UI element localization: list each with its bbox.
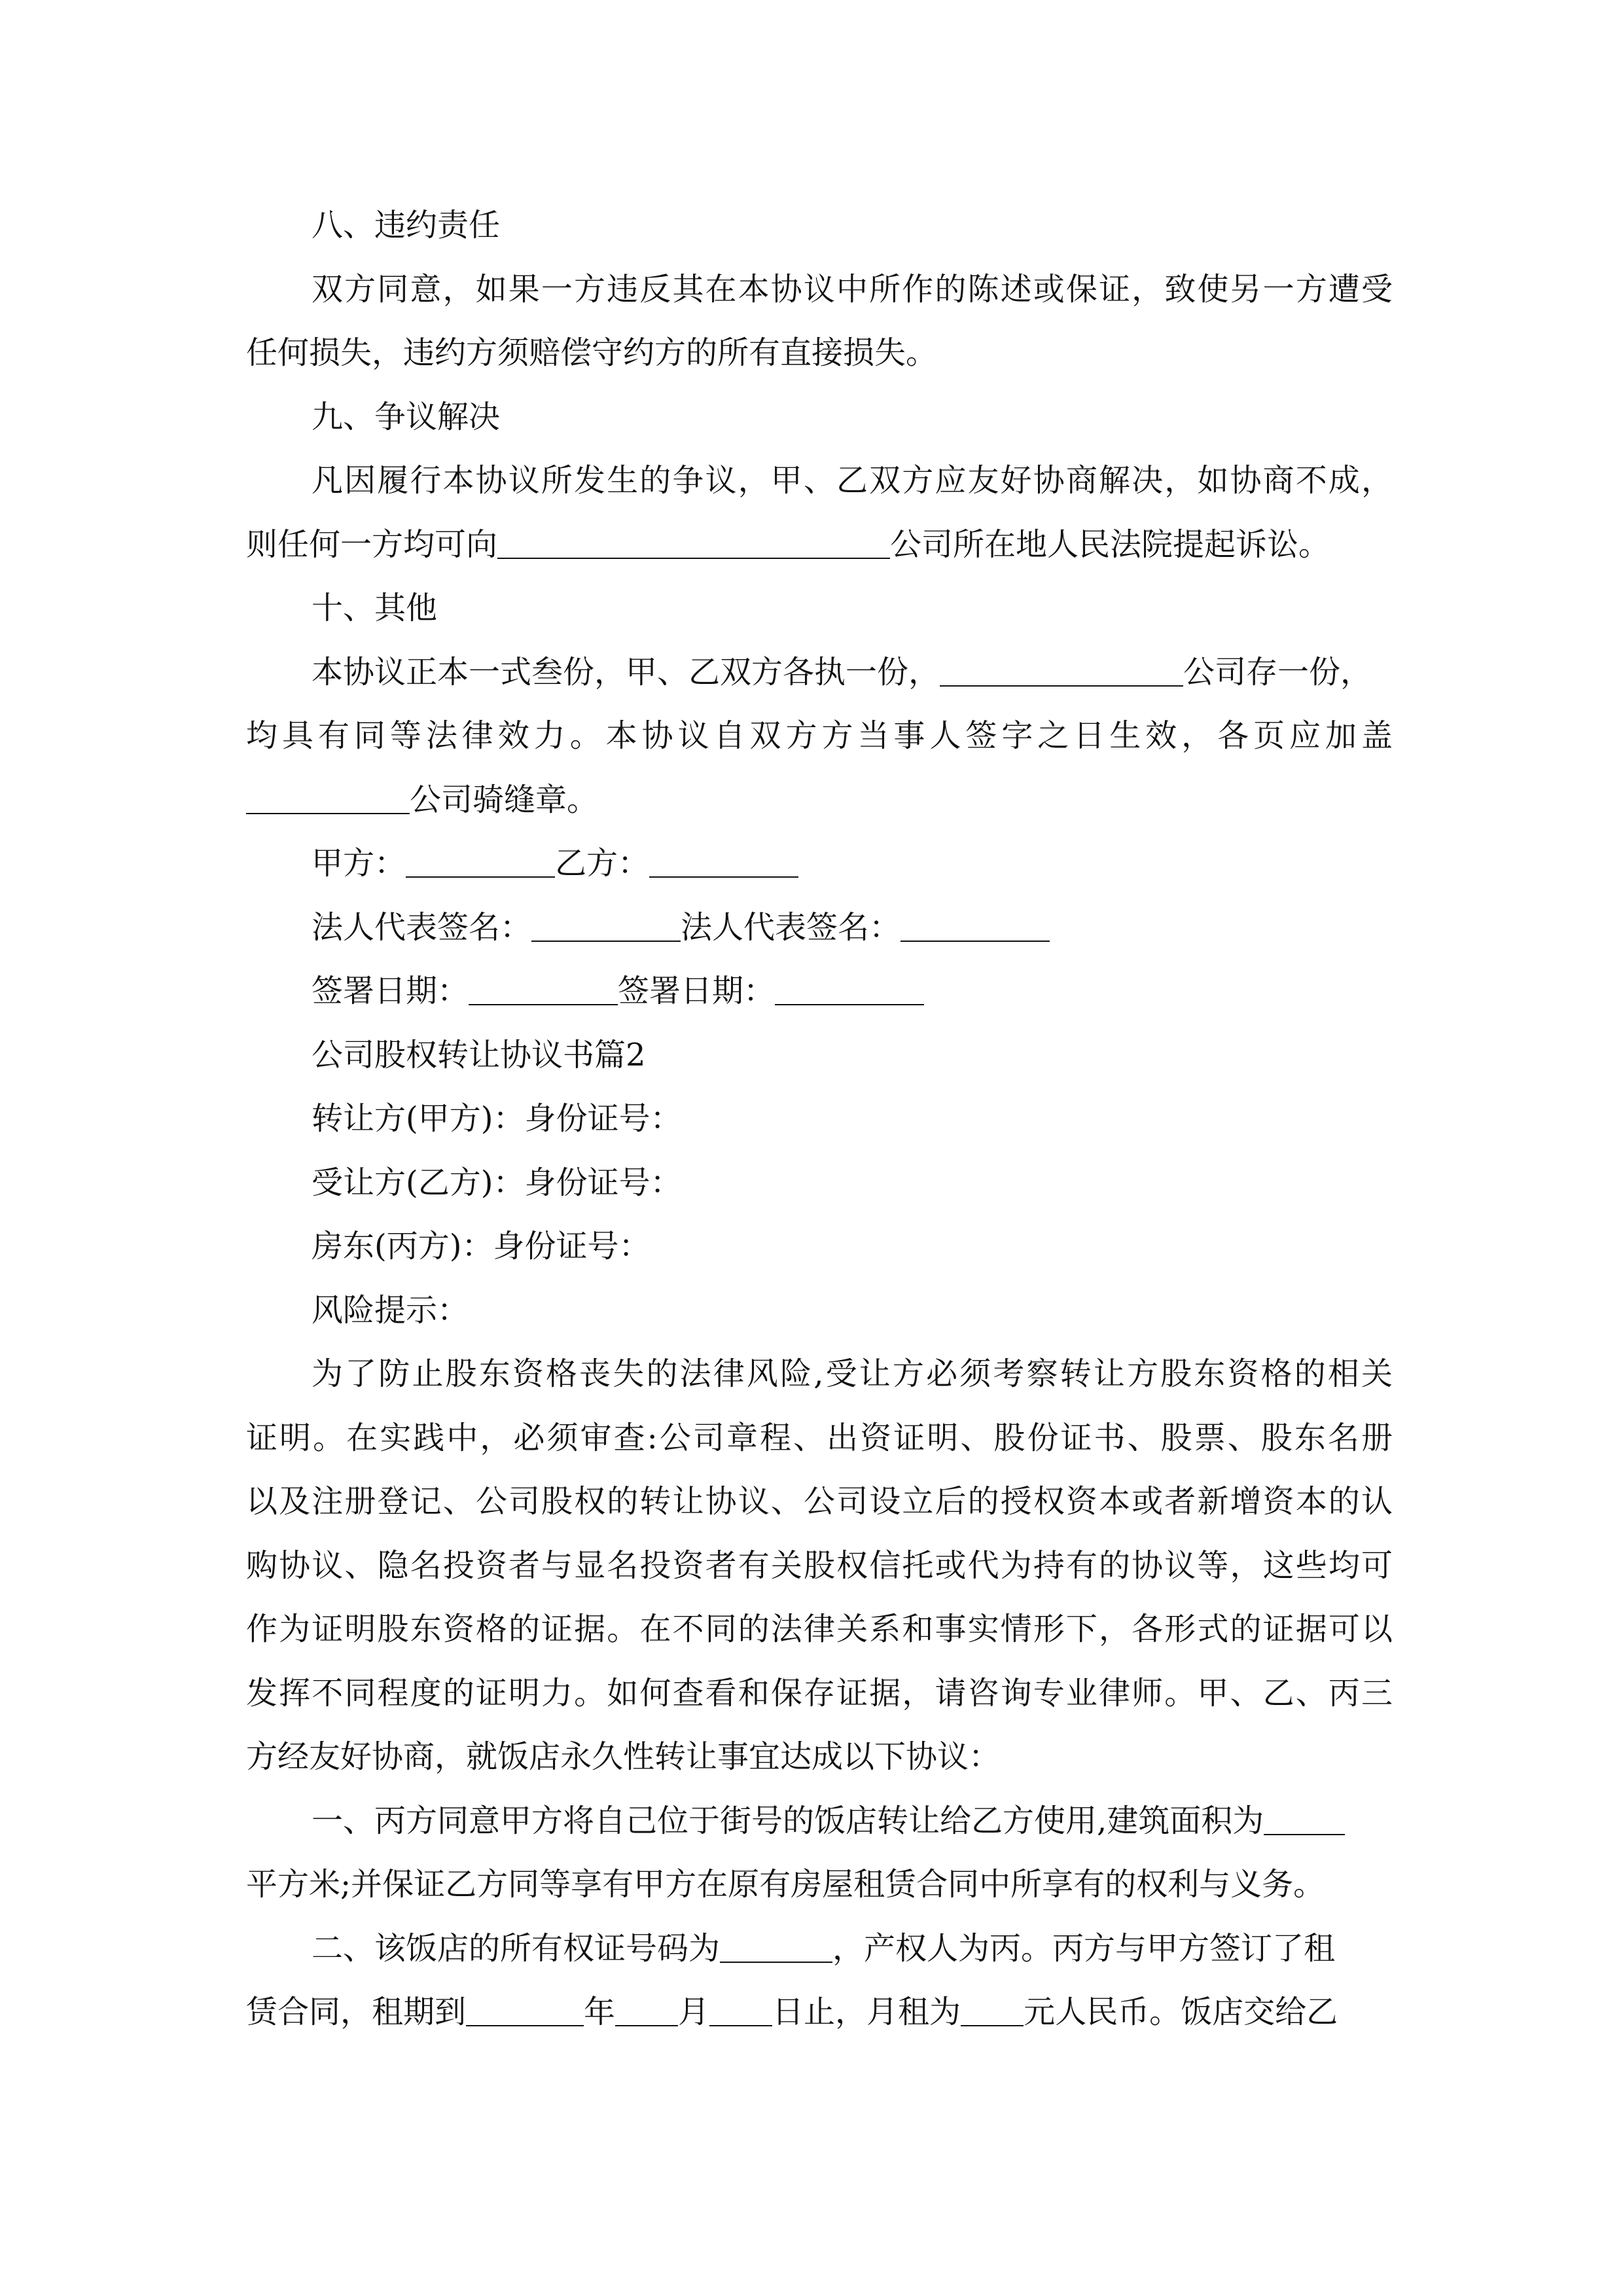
- paragraph-text: 平方米;并保证乙方同等享有甲方在原有房屋租赁合同中所享有的权利与义务。: [246, 1866, 1325, 1903]
- signature-label: 甲方：: [312, 845, 406, 882]
- section-heading-other: [246, 577, 1393, 641]
- clause-1-line: [246, 1853, 1393, 1917]
- party-text: 受让方(乙方)：身份证号：: [312, 1164, 682, 1201]
- fill-in-blank: [901, 906, 1050, 942]
- clause-2-line: [246, 1917, 1393, 1981]
- signature-label: 乙方：: [555, 845, 650, 882]
- paragraph-line: [246, 449, 1393, 513]
- paragraph-text: ，产权人为丙。丙方与甲方签订了租: [832, 1929, 1336, 1967]
- fill-in-blank: [531, 906, 681, 942]
- document-body: [246, 194, 1393, 2045]
- party-transferor-line: [246, 1087, 1393, 1151]
- paragraph-text: 赁合同，租期到: [246, 1994, 467, 2030]
- paragraph-line: [246, 641, 1393, 705]
- paragraph-line: [246, 321, 1393, 386]
- heading-text: 八、违约责任: [312, 207, 501, 243]
- paragraph-line: [246, 1534, 1393, 1598]
- title-text: 公司股权转让协议书篇2: [312, 1036, 646, 1073]
- signature-representative-line: [246, 896, 1393, 960]
- paragraph-text: 购协议、隐名投资者与显名投资者有关股权信托或代为持有的协议等，这些均可: [246, 1547, 1393, 1584]
- fill-in-blank: [497, 524, 890, 559]
- paragraph-text: 公司骑缝章。: [410, 781, 599, 818]
- heading-text: 十、其他: [312, 590, 438, 626]
- section-heading-breach: [246, 194, 1393, 258]
- paragraph-text: 公司存一份，: [1183, 653, 1372, 691]
- clause-2-line: [246, 1981, 1393, 2045]
- paragraph-text: 年: [584, 1994, 616, 2030]
- agreement-title-2: [246, 1024, 1393, 1088]
- paragraph-line: [246, 513, 1393, 577]
- party-transferee-line: [246, 1151, 1393, 1215]
- paragraph-text: 作为证明股东资格的证据。在不同的法律关系和事实情形下，各形式的证据可以: [246, 1611, 1393, 1647]
- paragraph-text: 一、丙方同意甲方将自己位于街号的饭店转让给乙方使用,建筑面积为: [312, 1802, 1264, 1839]
- fill-in-blank: [246, 779, 410, 814]
- paragraph-line: [246, 1342, 1393, 1407]
- heading-text: 风险提示：: [312, 1291, 469, 1329]
- fill-in-blank: [1264, 1800, 1345, 1835]
- signature-label: 法人代表签名：: [312, 908, 532, 946]
- paragraph-line: [246, 258, 1393, 322]
- fill-in-blank: [615, 1991, 678, 2026]
- clause-1-line: [246, 1789, 1393, 1854]
- paragraph-line: [246, 704, 1393, 768]
- party-text: 房东(丙方)：身份证号：: [312, 1228, 651, 1265]
- party-text: 转让方(甲方)：身份证号：: [312, 1100, 682, 1137]
- fill-in-blank: [469, 970, 618, 1005]
- party-landlord-line: [246, 1215, 1393, 1279]
- paragraph-text: 则任何一方均可向: [246, 526, 498, 563]
- heading-text: 九、争议解决: [312, 398, 501, 435]
- fill-in-blank: [720, 1928, 832, 1963]
- fill-in-blank: [406, 842, 555, 878]
- signature-label: 签署日期：: [312, 973, 469, 1009]
- paragraph-text: 二、该饭店的所有权证号码为: [312, 1929, 721, 1967]
- paragraph-text: 证明。在实践中，必须审查:公司章程、出资证明、股份证书、股票、股东名册: [246, 1419, 1393, 1456]
- paragraph-text: 日止，月租为: [772, 1994, 961, 2030]
- paragraph-line: [246, 1725, 1393, 1789]
- paragraph-text: 方经友好协商，就饭店永久性转让事宜达成以下协议：: [246, 1738, 1001, 1775]
- fill-in-blank: [775, 970, 924, 1005]
- paragraph-text: 公司所在地人民法院提起诉讼。: [890, 526, 1330, 563]
- paragraph-line: [246, 1407, 1393, 1471]
- fill-in-blank: [940, 651, 1183, 687]
- paragraph-text: 为了防止股东资格丧失的法律风险,受让方必须考察转让方股东资格的相关: [312, 1355, 1393, 1392]
- paragraph-text: 均具有同等法律效力。本协议自双方方当事人签字之日生效，各页应加盖: [246, 717, 1393, 754]
- paragraph-text: 任何损失，违约方须赔偿守约方的所有直接损失。: [246, 334, 938, 371]
- paragraph-text: 月: [678, 1994, 710, 2030]
- paragraph-text: 发挥不同程度的证明力。如何查看和保存证据，请咨询专业律师。甲、乙、丙三: [246, 1674, 1393, 1712]
- signature-date-line: [246, 960, 1393, 1024]
- risk-heading: [246, 1279, 1393, 1343]
- paragraph-text: 本协议正本一式叁份，甲、乙双方各执一份，: [312, 653, 940, 691]
- signature-parties-line: [246, 832, 1393, 896]
- paragraph-line: [246, 1470, 1393, 1534]
- paragraph-line: [246, 1662, 1393, 1726]
- fill-in-blank: [961, 1991, 1024, 2026]
- signature-label: 法人代表签名：: [681, 908, 901, 946]
- signature-label: 签署日期：: [618, 973, 776, 1009]
- paragraph-line: [246, 1598, 1393, 1662]
- fill-in-blank: [466, 1991, 584, 2026]
- paragraph-line: [246, 768, 1393, 833]
- paragraph-text: 元人民币。饭店交给乙: [1024, 1994, 1338, 2030]
- fill-in-blank: [649, 842, 798, 878]
- section-heading-dispute: [246, 386, 1393, 450]
- paragraph-text: 双方同意，如果一方违反其在本协议中所作的陈述或保证，致使另一方遭受: [312, 270, 1393, 308]
- fill-in-blank: [709, 1991, 772, 2026]
- paragraph-text: 凡因履行本协议所发生的争议，甲、乙双方应友好协商解决，如协商不成，: [312, 462, 1393, 499]
- paragraph-text: 以及注册登记、公司股权的转让协议、公司设立后的授权资本或者新增资本的认: [246, 1483, 1393, 1520]
